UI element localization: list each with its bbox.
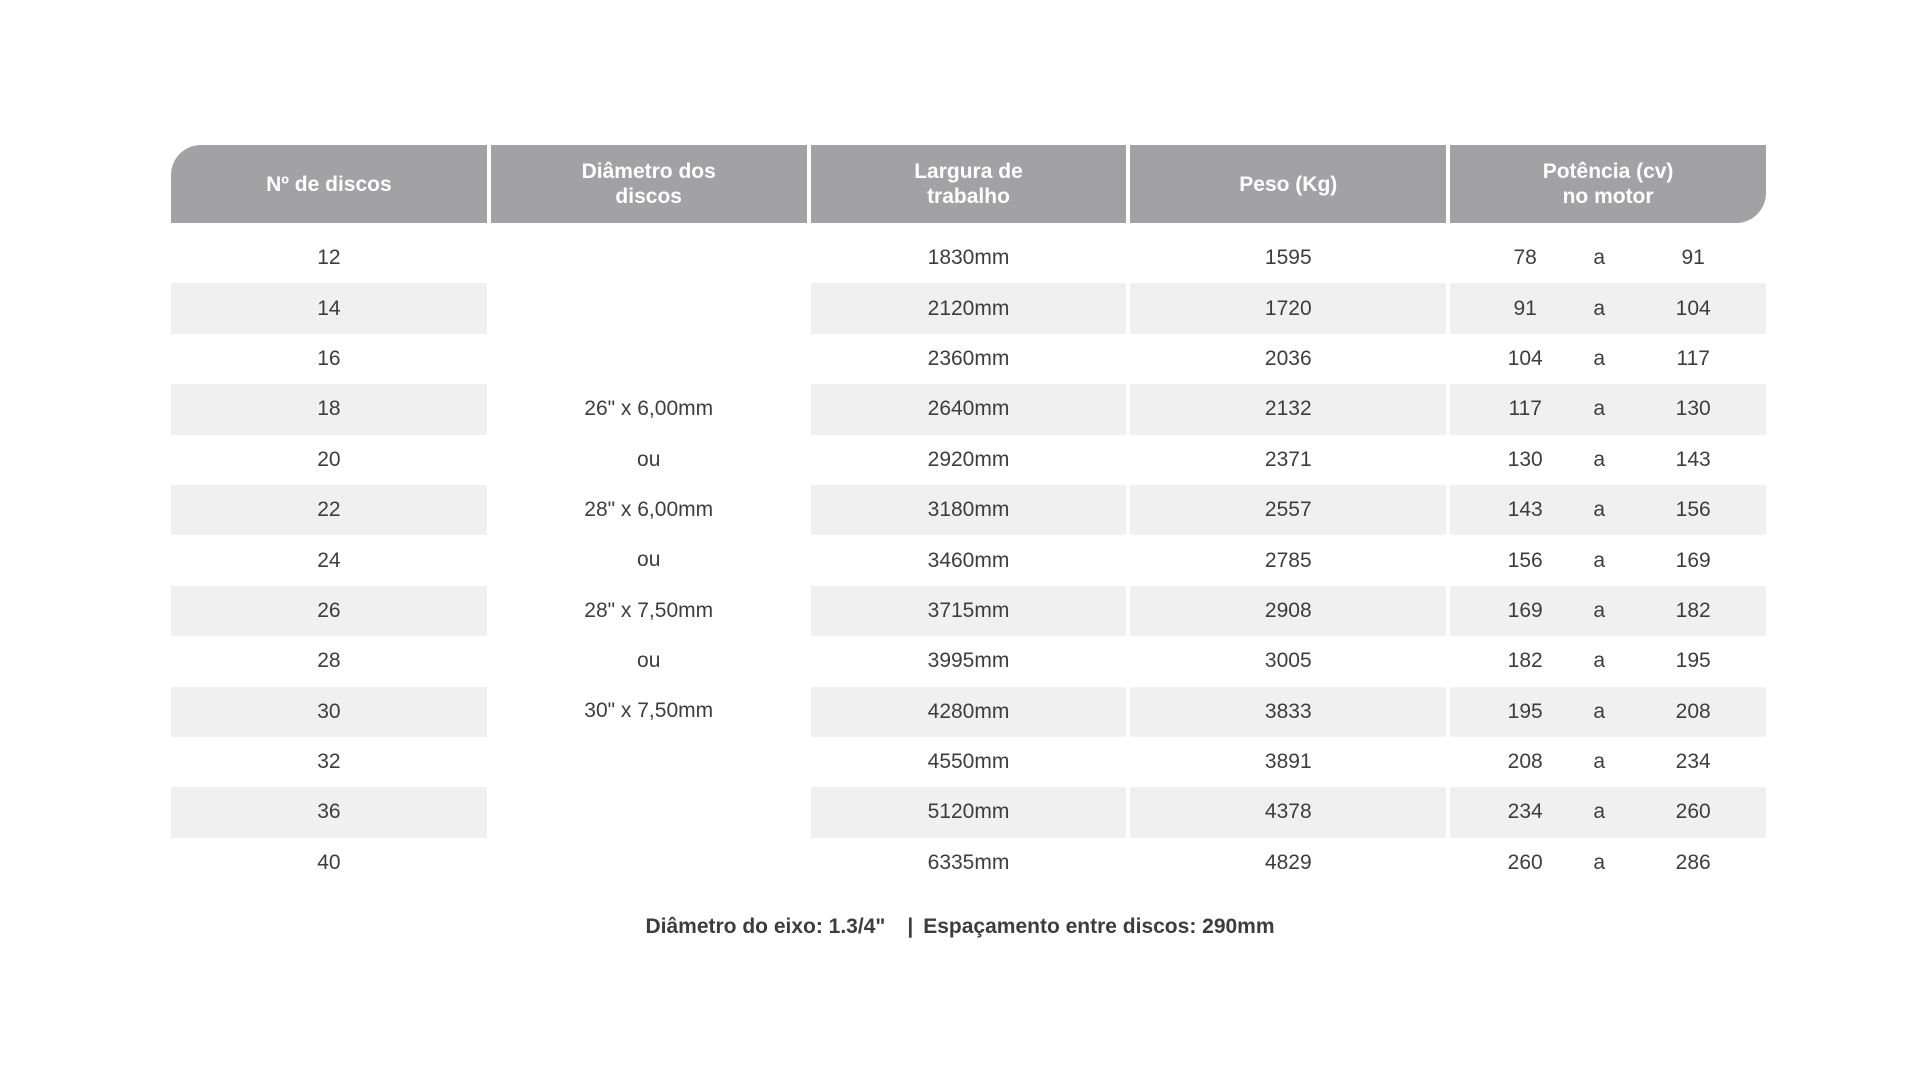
cell-discs: 32 — [317, 750, 341, 774]
power-min: 156 — [1507, 548, 1543, 572]
cell-weight: 2132 — [1130, 384, 1446, 434]
power-max: 195 — [1675, 649, 1711, 673]
footnote-separator: | — [907, 915, 914, 938]
table-row — [171, 485, 1764, 535]
cell-weight: 1720 — [1130, 283, 1446, 333]
cell-power — [1450, 636, 1766, 686]
diameter-option: ou — [637, 649, 661, 673]
power-max: 104 — [1675, 296, 1711, 320]
cell-width: 2120mm — [811, 283, 1127, 333]
cell-discs: 12 — [317, 246, 341, 270]
cell-power — [1450, 384, 1766, 434]
table-row — [171, 384, 1764, 434]
power-separator: a — [1593, 699, 1606, 723]
cell-width: 1830mm — [927, 246, 1010, 270]
header-width: Largura de trabalho — [811, 145, 1127, 223]
cell-weight: 2785 — [1264, 548, 1312, 572]
power-separator: a — [1593, 397, 1606, 421]
cell-weight: 3891 — [1264, 750, 1312, 774]
cell-weight: 2908 — [1130, 586, 1446, 636]
cell-diameter — [491, 838, 807, 888]
cell-discs: 36 — [171, 787, 487, 837]
cell-width: 3715mm — [811, 586, 1127, 636]
cell-weight: 2371 — [1264, 447, 1312, 471]
power-separator: a — [1593, 447, 1606, 471]
power-max: 286 — [1675, 850, 1711, 874]
cell-diameter — [491, 535, 807, 585]
header-weight: Peso (Kg) — [1130, 145, 1446, 223]
cell-width: 2920mm — [927, 447, 1010, 471]
cell-width: 2360mm — [927, 346, 1010, 370]
power-separator: a — [1593, 346, 1606, 370]
cell-diameter — [491, 435, 807, 485]
power-min: 182 — [1507, 649, 1543, 673]
cell-discs: 14 — [171, 283, 487, 333]
cell-weight: 2557 — [1130, 485, 1446, 535]
cell-power — [1450, 283, 1766, 333]
power-min: 169 — [1507, 598, 1543, 622]
cell-discs: 20 — [317, 447, 341, 471]
cell-weight: 4829 — [1264, 850, 1312, 874]
power-max: 91 — [1681, 246, 1705, 270]
power-max: 156 — [1675, 498, 1711, 522]
cell-diameter — [491, 787, 807, 837]
power-separator: a — [1593, 296, 1606, 320]
power-min: 208 — [1507, 750, 1543, 774]
cell-diameter — [491, 586, 807, 636]
cell-discs: 16 — [317, 346, 341, 370]
power-min: 143 — [1507, 498, 1543, 522]
cell-diameter — [491, 334, 807, 384]
footnote — [0, 915, 1920, 939]
header-discs: Nº de discos — [171, 145, 487, 223]
table-row — [171, 233, 1764, 283]
table-row — [171, 687, 1764, 737]
power-separator: a — [1593, 850, 1606, 874]
header-power: Potência (cv) no motor — [1450, 145, 1766, 223]
cell-power — [1450, 485, 1766, 535]
cell-discs: 18 — [171, 384, 487, 434]
power-separator: a — [1593, 598, 1606, 622]
power-max: 143 — [1675, 447, 1711, 471]
cell-width: 3180mm — [811, 485, 1127, 535]
power-min: 91 — [1513, 296, 1537, 320]
cell-discs: 30 — [171, 687, 487, 737]
cell-width: 3995mm — [927, 649, 1010, 673]
power-separator: a — [1593, 548, 1606, 572]
cell-power — [1450, 334, 1766, 384]
diameter-option: ou — [637, 447, 661, 471]
cell-width: 3460mm — [927, 548, 1010, 572]
cell-diameter — [491, 233, 807, 283]
spec-table — [171, 145, 1764, 888]
power-min: 130 — [1507, 447, 1543, 471]
header-diameter: Diâmetro dos discos — [491, 145, 807, 223]
table-body — [171, 233, 1764, 888]
diameter-option: 28" x 6,00mm — [584, 497, 714, 521]
disc-spacing: Espaçamento entre discos: 290mm — [923, 915, 1275, 938]
cell-discs: 26 — [171, 586, 487, 636]
table-row — [171, 838, 1764, 888]
power-separator: a — [1593, 246, 1606, 270]
cell-power — [1450, 737, 1766, 787]
cell-discs: 24 — [317, 548, 341, 572]
diameter-option: 26" x 6,00mm — [584, 397, 714, 421]
power-max: 234 — [1675, 750, 1711, 774]
cell-power — [1450, 435, 1766, 485]
cell-weight: 3005 — [1264, 649, 1312, 673]
table-row — [171, 636, 1764, 686]
table-row — [171, 435, 1764, 485]
table-row — [171, 535, 1764, 585]
cell-width: 4280mm — [811, 687, 1127, 737]
cell-diameter — [491, 687, 807, 737]
cell-diameter — [491, 737, 807, 787]
power-separator: a — [1593, 498, 1606, 522]
power-max: 208 — [1675, 699, 1711, 723]
cell-width: 2640mm — [811, 384, 1127, 434]
table-row — [171, 787, 1764, 837]
cell-power — [1450, 233, 1766, 283]
table-row — [171, 737, 1764, 787]
axle-diameter: Diâmetro do eixo: 1.3/4" — [645, 915, 886, 938]
power-separator: a — [1593, 750, 1606, 774]
cell-weight: 2036 — [1264, 346, 1312, 370]
cell-discs: 40 — [317, 850, 341, 874]
table-row — [171, 334, 1764, 384]
table-header — [171, 145, 1764, 223]
cell-diameter — [491, 384, 807, 434]
cell-weight: 4378 — [1130, 787, 1446, 837]
power-min: 117 — [1508, 397, 1542, 421]
power-min: 260 — [1507, 850, 1543, 874]
power-max: 260 — [1675, 800, 1711, 824]
power-min: 78 — [1513, 246, 1537, 270]
power-max: 169 — [1675, 548, 1711, 572]
cell-discs: 28 — [317, 649, 341, 673]
cell-power — [1450, 586, 1766, 636]
table-row — [171, 283, 1764, 333]
cell-power — [1450, 535, 1766, 585]
table-row — [171, 586, 1764, 636]
diameter-option: ou — [637, 548, 661, 572]
power-max: 130 — [1675, 397, 1711, 421]
power-max: 117 — [1676, 346, 1710, 370]
cell-power — [1450, 687, 1766, 737]
power-min: 234 — [1507, 800, 1543, 824]
cell-power — [1450, 787, 1766, 837]
cell-discs: 22 — [171, 485, 487, 535]
diameter-option: 30" x 7,50mm — [584, 699, 714, 723]
cell-diameter — [491, 636, 807, 686]
power-max: 182 — [1675, 598, 1711, 622]
cell-diameter — [491, 485, 807, 535]
cell-weight: 1595 — [1264, 246, 1312, 270]
cell-weight: 3833 — [1130, 687, 1446, 737]
power-separator: a — [1593, 649, 1606, 673]
cell-power — [1450, 838, 1766, 888]
cell-width: 5120mm — [811, 787, 1127, 837]
power-min: 104 — [1507, 346, 1543, 370]
cell-diameter — [491, 283, 807, 333]
power-min: 195 — [1507, 699, 1543, 723]
power-separator: a — [1593, 800, 1606, 824]
cell-width: 6335mm — [927, 850, 1010, 874]
cell-width: 4550mm — [927, 750, 1010, 774]
diameter-option: 28" x 7,50mm — [584, 598, 714, 622]
